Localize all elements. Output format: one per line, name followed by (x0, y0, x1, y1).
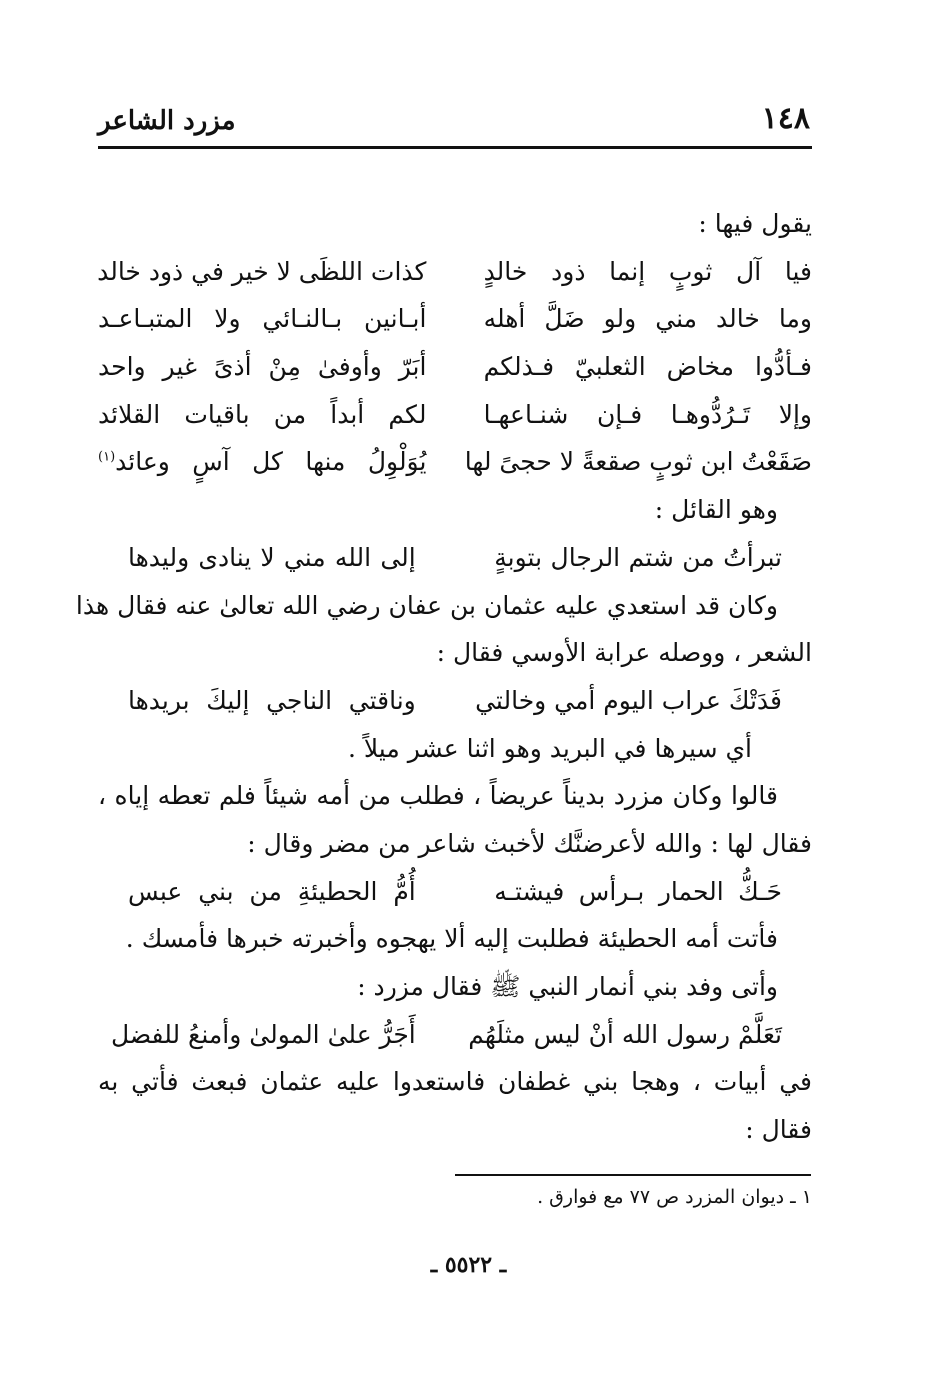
verse-second-hemistich-text: أُمُّ الحطيئةِ من بني عبس (128, 876, 416, 906)
verse-second-hemistich (98, 391, 426, 439)
prose-line: فقال لها : والله لأعرضنَّك لأخبث شاعر من مضر وقال : (247, 828, 812, 858)
verse-second-hemistich-text: لكم أبداً من باقيات القلائد (98, 399, 427, 429)
footnote-marker[interactable]: (١) (98, 450, 116, 466)
footnote-text: ـ ديوان المزرد ص ٧٧ مع فوارق . (537, 1186, 796, 1208)
verse-first-hemistich: فيا آل ثوبٍ إنما ذود خالدٍ (483, 256, 812, 286)
verse-first-hemistich: تبرأتُ من شتم الرجال بتوبةٍ (494, 542, 782, 572)
footnote-rule (455, 1174, 811, 1176)
page-number: ١٤٨ (761, 101, 810, 136)
verse-line (98, 438, 812, 486)
verse-line (98, 295, 812, 343)
verse-second-hemistich (128, 534, 416, 582)
verse-second-hemistich (110, 1011, 416, 1059)
verse-line (98, 868, 812, 916)
verse-second-hemistich-text: أبـانين بـالنـائي ولا المتبـاعـد (98, 304, 427, 334)
prose-line: وهو القائل : (654, 495, 778, 525)
folio-number: ـ ٥٥٢٢ ـ (430, 1252, 507, 1278)
prose-line: الشعر ، ووصله عرابة الأوسي فقال : (436, 638, 812, 668)
page-header (98, 88, 810, 136)
verse-second-hemistich (98, 248, 426, 296)
verse-second-hemistich-text: وناقتي الناجي إليكَ بريدها (128, 685, 416, 715)
verse-first-hemistich: تَعَلَّمْ رسول الله أنْ ليس مثلَهُم (468, 1019, 782, 1049)
running-title: مزرد الشاعر (98, 106, 236, 136)
verse-second-hemistich-text: يُوَلْوِلُ منها كل آسٍ وعائد (115, 447, 427, 477)
verse-second-hemistich-text: كذات اللظَى لا خير في ذود خالد (97, 256, 427, 286)
verse-line (98, 677, 812, 725)
verse-first-hemistich: صَقَعْتُ ابن ثوبٍ صقعةً لا حجىً لها (464, 447, 812, 477)
prose-line: وكان قد استعدي عليه عثمان بن عفان رضي الله تعالىٰ عنه فقال هذا (75, 590, 778, 620)
prose-line: في أبيات ، وهجا بني غطفان فاستعدوا عليه عثمان فبعث فأتي به (98, 1067, 812, 1097)
prose-line: أي سيرها في البريد وهو اثنا عشر ميلاً . (348, 733, 752, 763)
verse-line (98, 248, 812, 296)
verse-first-hemistich: وإلا تَـرُدُّوهـا فـإن شنـاعهـا (483, 399, 812, 429)
prose-line: قالوا وكان مزرد بديناً عريضاً ، فطلب من أمه شيئاً فلم تعطه إياه ، (98, 781, 778, 811)
verse-second-hemistich (128, 868, 416, 916)
verse-second-hemistich (98, 295, 426, 343)
verse-second-hemistich (128, 677, 416, 725)
prose-line: وأتى وفد بني أنمار النبي ﷺ فقال مزرد : (357, 972, 778, 1001)
verse-first-hemistich: فـأدُّوا مخاض الثعلبيّ فـذلكم (483, 352, 812, 382)
verse-first-hemistich: وما خالد مني ولو ضَلَّ أهله (483, 304, 812, 334)
prose-line: فأتت أمه الحطيئة فطلبت إليه ألا يهجوه وأخبرته خبرها فأمسك . (125, 924, 778, 954)
prose-line: يقول فيها : (698, 209, 812, 238)
verse-second-hemistich (98, 343, 426, 391)
verse-second-hemistich-text: أبَرّ وأوفىٰ مِنْ أذىً غير واحد (98, 352, 427, 382)
verse-line (98, 534, 812, 582)
verse-first-hemistich: فَدَتْكَ عراب اليوم أمي وخالتي (475, 685, 782, 715)
footnote (537, 1186, 812, 1208)
verse-first-hemistich: حَـكُّ الحمار بـرأس فيشتـه (494, 876, 782, 906)
header-rule (98, 146, 812, 149)
page-body (75, 200, 812, 1154)
verse-line (98, 1011, 812, 1059)
verse-line (98, 391, 812, 439)
verse-second-hemistich-text: إلى الله مني لا ينادى وليدها (128, 542, 416, 572)
footnote-number: ١ (801, 1186, 812, 1208)
verse-second-hemistich (98, 438, 426, 486)
verse-second-hemistich-text: أَجَرُّ علىٰ المولىٰ وأمنعُ للفضل (110, 1019, 416, 1049)
verse-line (98, 343, 812, 391)
prose-line: فقال : (745, 1115, 812, 1145)
